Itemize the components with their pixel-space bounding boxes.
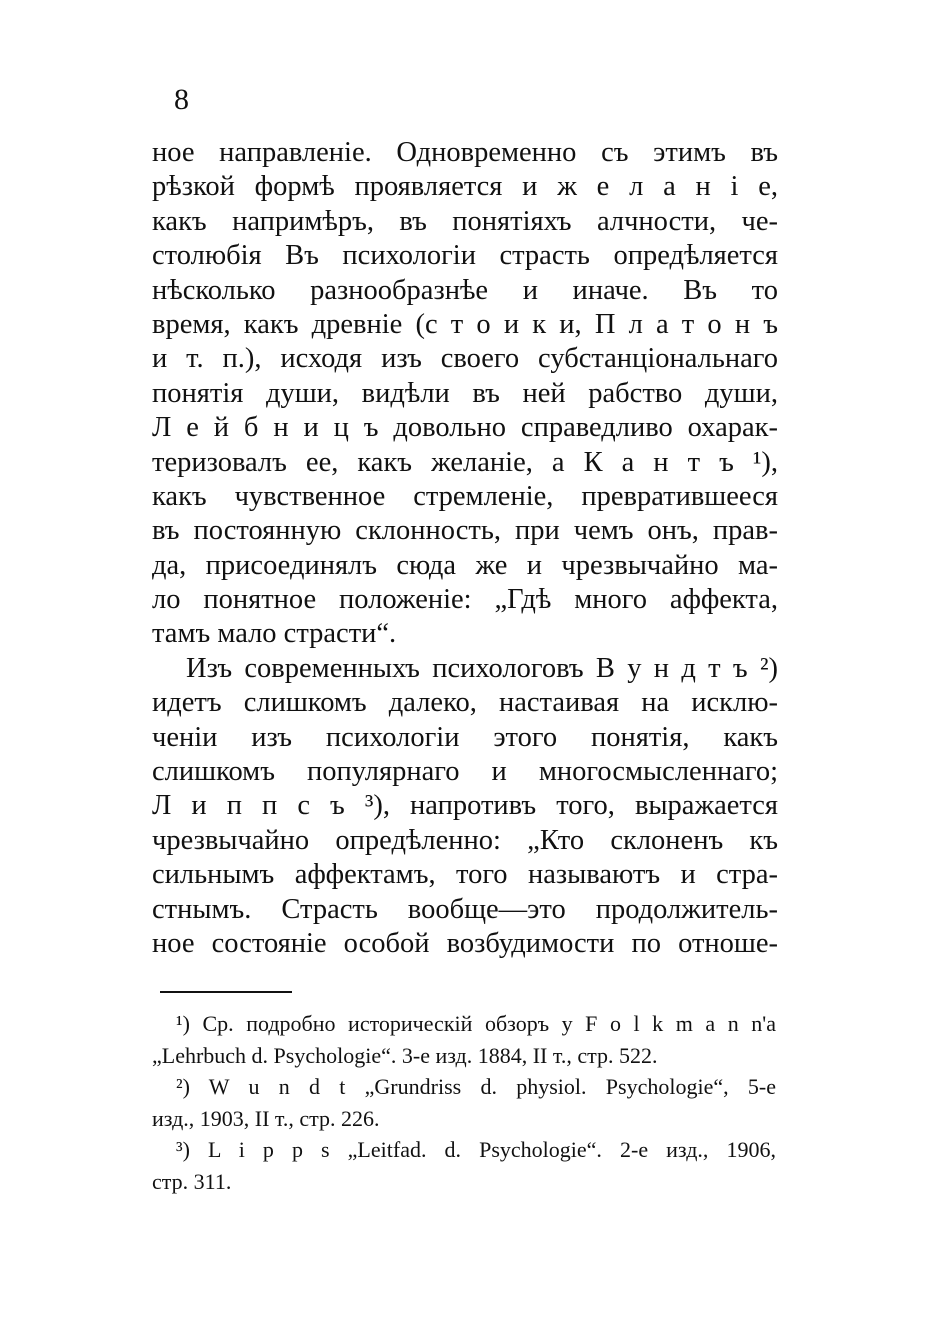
paragraph-1 bbox=[152, 136, 778, 652]
text-line: Л е й б н и ц ъ довольно справедливо охарак- bbox=[152, 412, 778, 444]
text-line: Л и п п с ъ ³), напротивъ того, выражается bbox=[152, 790, 778, 822]
text-line: слишкомъ популярнаго и многосмысленнаго; bbox=[152, 756, 778, 788]
text-line: идетъ слишкомъ далеко, настаивая на исклю- bbox=[152, 687, 778, 719]
text-line: ло понятное положеніе: „Гдѣ много аффекта, bbox=[152, 584, 778, 616]
footnote-divider bbox=[160, 991, 292, 993]
text-line: теризовалъ ее, какъ желаніе, а К а н т ъ ¹), bbox=[152, 446, 778, 478]
footnote-1 bbox=[152, 1008, 776, 1071]
text-line: тамъ мало страсти“. bbox=[152, 618, 397, 650]
text-line: и т. п.), исходя изъ своего субстанціональнаго bbox=[152, 343, 778, 375]
text-line: ченіи изъ психологіи этого понятія, какъ bbox=[152, 721, 778, 753]
text-line: Изъ современныхъ психологовъ В у н д т ъ ²) bbox=[186, 652, 778, 684]
footnote-line: стр. 311. bbox=[152, 1168, 232, 1194]
main-text bbox=[152, 136, 778, 961]
paragraph-2 bbox=[152, 652, 778, 962]
text-line: какъ чувственное стремленіе, превратившееся bbox=[152, 480, 778, 512]
text-line: рѣзкой формѣ проявляется и ж е л а н і е, bbox=[152, 171, 778, 203]
text-line: нѣсколько разнообразнѣе и иначе. Въ то bbox=[152, 274, 778, 306]
text-line: сильнымъ аффектамъ, того называютъ и стра- bbox=[152, 859, 778, 891]
text-line: время, какъ древніе (с т о и к и, П л а т о н ъ bbox=[152, 308, 778, 340]
text-line: ное направленіе. Одновременно съ этимъ въ bbox=[152, 137, 778, 168]
text-line: да, присоединялъ сюда же и чрезвычайно ма- bbox=[152, 549, 778, 581]
footnote-line: изд., 1903, II т., стр. 226. bbox=[152, 1105, 380, 1131]
text-line: какъ напримѣръ, въ понятіяхъ алчности, че- bbox=[152, 205, 778, 237]
text-line: понятія души, видѣли въ ней рабство души, bbox=[152, 377, 778, 409]
text-line: въ постоянную склонность, при чемъ онъ, прав- bbox=[152, 515, 778, 547]
text-line: чрезвычайно опредѣленно: „Кто склоненъ къ bbox=[152, 824, 778, 856]
page-number: 8 bbox=[174, 83, 189, 116]
text-line: стнымъ. Страсть вообще—это продолжитель- bbox=[152, 893, 778, 925]
footnote-line: ²) W u n d t „Grundriss d. physiol. Psychologie“, 5-е bbox=[176, 1074, 776, 1099]
footnote-3 bbox=[152, 1134, 776, 1197]
text-line: ное состояніе особой возбудимости по отноше- bbox=[152, 927, 778, 959]
footnote-line: „Lehrbuch d. Psychologie“. 3-е изд. 1884, II т., стр. 522. bbox=[152, 1042, 658, 1068]
footnote-line: ¹) Ср. подробно историческій обзоръ у F o l k m a n n'a bbox=[176, 1011, 776, 1036]
footnote-2 bbox=[152, 1071, 776, 1134]
footnotes bbox=[152, 1008, 776, 1197]
text-line: столюбія Въ психологіи страсть опредѣляется bbox=[152, 240, 778, 272]
footnote-line: ³) L i p p s „Leitfad. d. Psychologie“. 2-е изд., 1906, bbox=[176, 1137, 776, 1162]
